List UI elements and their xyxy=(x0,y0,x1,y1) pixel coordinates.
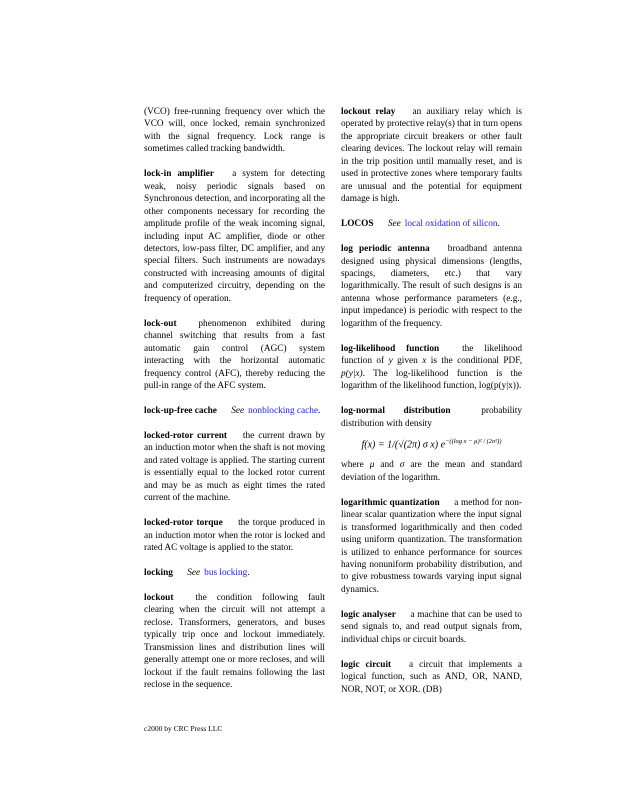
formula-exponent: −((log x − μ)² / (2σ²)) xyxy=(445,437,502,445)
definition-part: the likelihood function of xyxy=(341,343,522,367)
entry-logarithmic-quantization xyxy=(341,497,522,597)
term: lock-in amplifier xyxy=(144,169,215,180)
definition-part: are the mean and standard deviation of the logarithm. xyxy=(341,460,523,483)
definition: broadband antenna designed using physical dimensions (lengths, spacings, diameters, etc.) that vary logarithmically. The result of such designs is an antenna whose performance parameters (e.g., input impedance) is periodic with respect to the logarithm of the frequency. xyxy=(341,244,522,329)
see-label: See xyxy=(231,406,245,417)
entry-lockout-relay xyxy=(341,106,522,206)
formula-main: f(x) = 1/(√(2π) σ x) e xyxy=(361,439,446,451)
math-sigma: σ xyxy=(399,460,405,471)
entry-log-normal-distribution xyxy=(341,405,522,484)
definition-part: where xyxy=(341,460,364,471)
right-column xyxy=(341,106,522,709)
definition: an auxiliary relay which is operated by protective relay(s) that in turn opens the appropriate circuit breakers or other fault clearing devices. The lockout relay will remain in the trip position until manually reset, and is used in protective zones where temporary faults are unusual and the potential for equipment damage is high. xyxy=(341,107,522,205)
definition: a circuit that implements a logical function, such as AND, OR, NAND, NOR, NOT, or XOR. (DB) xyxy=(341,659,522,695)
entry-locking xyxy=(144,567,325,579)
term: LOCOS xyxy=(341,219,374,230)
entry-lock-up-free-cache xyxy=(144,405,325,417)
term: log-likelihood function xyxy=(341,343,440,354)
definition: the torque produced in an induction motor when the rotor is locked and rated AC voltage is applied to the stator. xyxy=(144,518,326,554)
punctuation: . xyxy=(497,219,500,230)
math-log-expression: log(p(y|x)) xyxy=(478,381,519,392)
term: logarithmic quantization xyxy=(341,497,440,508)
formula-explanation xyxy=(341,459,522,484)
see-label: See xyxy=(187,568,201,579)
term: logic circuit xyxy=(341,659,392,670)
density-formula xyxy=(341,434,522,453)
entry-locos xyxy=(341,218,522,230)
definition-part: given xyxy=(397,356,418,367)
entry-locked-rotor-current xyxy=(144,430,325,505)
definition-part: and xyxy=(380,460,394,471)
definition: a method for non-linear scalar quantization where the input signal is transformed logarithmically and then coded using uniform quantization. The transformation is utilized to enhance performance for sources having nonuniform probability distribution, and to give robustness towards varying input signal dynamics. xyxy=(341,497,522,595)
term: locked-rotor torque xyxy=(144,518,223,529)
intro-paragraph: (VCO) free-running frequency over which the VCO will, once locked, remain synchronized with the signal frequency. Lock range is sometimes called tracking bandwidth. xyxy=(144,107,325,155)
term: lock-up-free cache xyxy=(144,406,217,417)
term: lockout xyxy=(144,593,174,603)
term: log periodic antenna xyxy=(341,244,430,255)
entry-locked-rotor-torque xyxy=(144,517,325,554)
intro xyxy=(341,405,522,430)
definition: a machine that can be used to send signals to, and read output signals from, individual chips or circuit boards. xyxy=(341,609,523,645)
left-column xyxy=(144,106,325,704)
copyright-footer: c2000 by CRC Press LLC xyxy=(144,724,223,733)
definition: a system for detecting weak, noisy periodic signals based on Synchronous detection, and incorporating all the other components necessary for recording the amplitude profile of the weak incoming signal, including input AC amplifier, diode or other detectors, low-pass filter, DC amplifier, and any special filters. Such instruments are nowadays constructed with increasing amounts of digital and computerized circuitry, depending on the frequency of operation. xyxy=(144,169,325,304)
local-oxidation-link[interactable]: local oxidation of silicon xyxy=(404,219,498,230)
term: locked-rotor current xyxy=(144,430,227,441)
bus-locking-link[interactable]: bus locking xyxy=(204,568,248,579)
entry-lock-in-amplifier xyxy=(144,168,325,305)
punctuation: . xyxy=(318,406,321,417)
entry-logic-analyser xyxy=(341,609,522,646)
entry-lockout xyxy=(144,592,325,692)
term: logic analyser xyxy=(341,609,396,620)
term: lock-out xyxy=(144,318,177,329)
entry-logic-circuit xyxy=(341,659,522,696)
term: log-normal distribution xyxy=(341,406,451,417)
punctuation: . xyxy=(247,568,250,579)
term: lockout relay xyxy=(341,107,396,117)
entry-log-likelihood-function xyxy=(341,343,522,393)
term: locking xyxy=(144,568,173,579)
definition: probability distribution with density xyxy=(341,406,522,429)
punctuation: . xyxy=(518,381,522,392)
definition-part: is the conditional PDF, xyxy=(430,356,523,367)
math-pdf: p(y|x) xyxy=(341,368,363,379)
definition-part: . The log-likelihood function is the logarithm of the likelihood function, xyxy=(341,368,522,392)
math-x: x xyxy=(422,356,427,367)
entry-lock-out xyxy=(144,318,325,393)
entry-log-periodic-antenna xyxy=(341,243,522,330)
math-mu: μ xyxy=(369,460,375,471)
definition: the current drawn by an induction motor when the shaft is not moving and rated voltage is applied. The starting current is essentially equal to the locked rotor current and may be as much as eight times the rated current of the machine. xyxy=(144,430,325,504)
nonblocking-cache-link[interactable]: nonblocking cache xyxy=(248,406,319,417)
see-label: See xyxy=(387,219,401,230)
definition: phenomenon exhibited during channel switching that results from a fast automatic gain control (AGC) system interacting with the horizontal automatic frequency control (AFC), thereby reducing the pull-in range of the AFC system. xyxy=(144,318,325,392)
math-y: y xyxy=(388,356,393,367)
definition: the condition following fault clearing when the circuit will not attempt a reclose. Transformers, generators, and buses typically trip once and lockout immediately. Transmission lines and distribution lines will generally attempt one or more recloses, and will lockout if the fault remains following the last reclose in the sequence. xyxy=(144,593,325,691)
